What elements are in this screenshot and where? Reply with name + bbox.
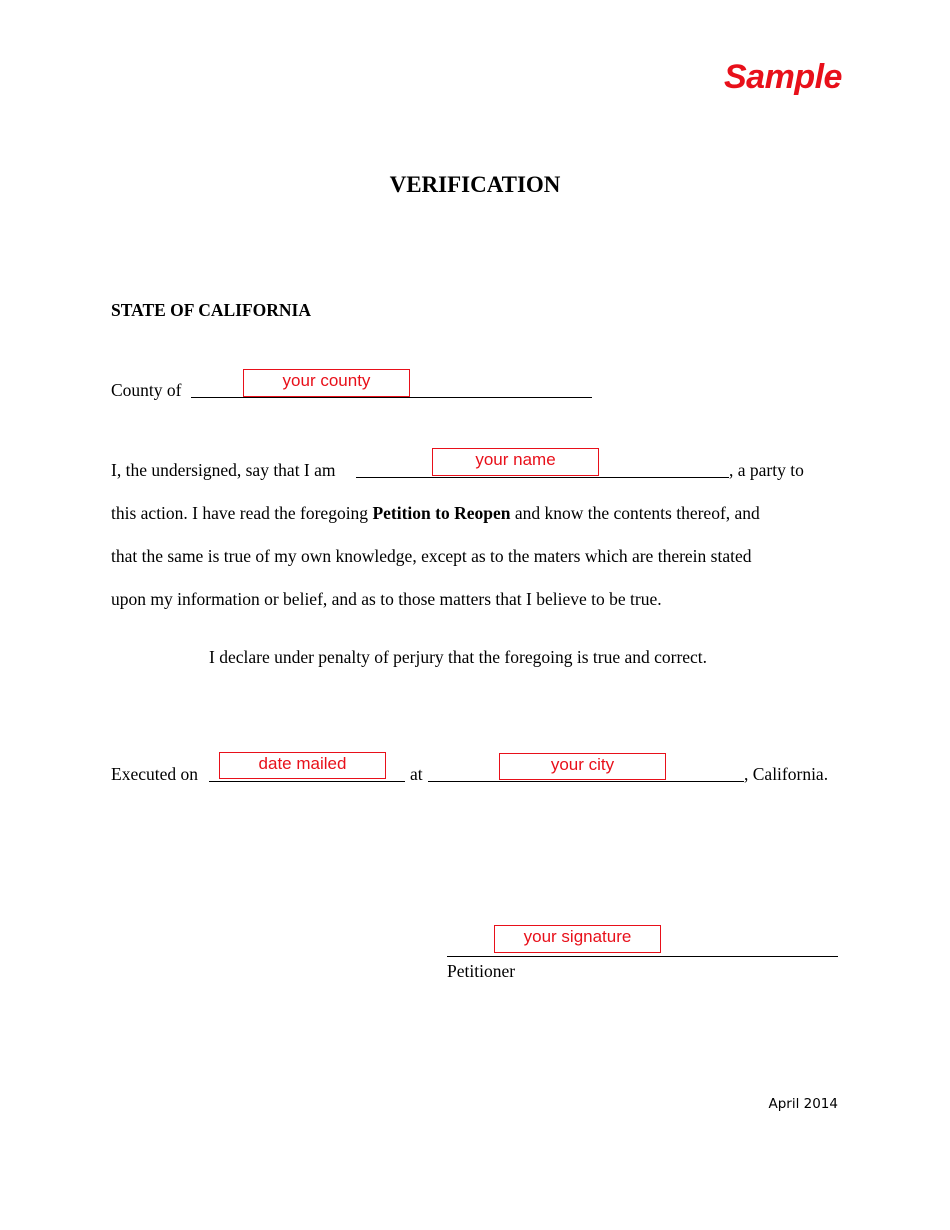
name-blank-line	[356, 477, 729, 478]
name-field[interactable]: your name	[432, 448, 599, 476]
declaration-line4: upon my information or belief, and as to those matters that I believe to be true.	[111, 589, 662, 609]
executed-suffix: , California.	[744, 764, 829, 784]
executed-label: Executed on	[111, 764, 198, 784]
declaration-line1-prefix: I, the undersigned, say that I am	[111, 460, 336, 480]
petitioner-label: Petitioner	[447, 961, 516, 981]
declaration-line2-prefix: this action. I have read the foregoing	[111, 503, 373, 523]
signature-field[interactable]: your signature	[494, 925, 661, 953]
executed-at-label: at	[410, 764, 423, 784]
sample-watermark: Sample	[724, 58, 842, 96]
declaration-line2	[111, 503, 760, 523]
date-field[interactable]: date mailed	[219, 752, 386, 779]
perjury-statement: I declare under penalty of perjury that the foregoing is true and correct.	[209, 647, 708, 667]
petition-title: Petition to Reopen	[372, 503, 511, 523]
signature-line	[447, 956, 838, 957]
city-field[interactable]: your city	[499, 753, 666, 780]
state-heading: STATE OF CALIFORNIA	[111, 300, 311, 320]
county-label: County of	[111, 380, 182, 400]
declaration-line1-suffix: , a party to	[729, 460, 804, 480]
declaration-line3: that the same is true of my own knowledge, except as to the maters which are therein stated	[111, 546, 752, 566]
date-blank-line	[209, 781, 405, 782]
county-field[interactable]: your county	[243, 369, 410, 397]
declaration-line2-suffix: and know the contents thereof, and	[510, 503, 760, 523]
document-title: VERIFICATION	[389, 172, 561, 197]
county-blank-line	[191, 397, 592, 398]
footer-date: April 2014	[768, 1096, 838, 1112]
city-blank-line	[428, 781, 744, 782]
